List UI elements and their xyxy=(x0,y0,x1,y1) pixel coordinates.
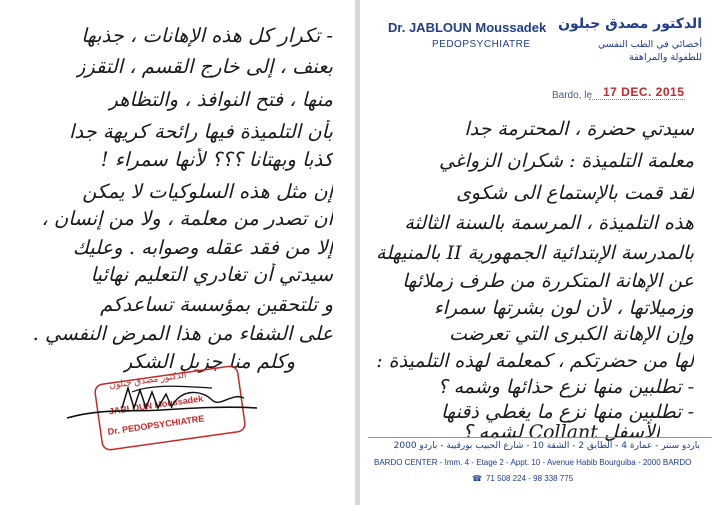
letter-line: هذه التلميذة ، المرسمة بالسنة الثالثة xyxy=(404,212,694,234)
letter-line: لقد قمت بالإستماع الى شكوى xyxy=(456,182,694,204)
letter-line: - تطلبين منها نزع ما يغطي ذقنها xyxy=(441,401,694,423)
letter-line: سيدتي أن تغادري التعليم نهائيا xyxy=(90,263,333,286)
doctor-title-ar-line1: أخصائي في الطب النفسي xyxy=(598,39,702,50)
letter-line: معلمة التلميذة : شكران الزواغي xyxy=(438,150,694,172)
letter-line: الأسفل Collant لشمه ؟ xyxy=(462,421,660,443)
footer-address-ar: باردو سنتر - عمارة 4 - الطابق 2 - الشقة 10 - شارع الحبيب بورقيبة - باردو 2000 xyxy=(393,441,700,451)
letter-line: إن مثل هذه السلوكيات لا يمكن xyxy=(82,180,333,203)
letter-line: وكلم منا جزيل الشكر xyxy=(122,350,295,373)
footer-divider xyxy=(368,437,712,438)
letter-line: عن الإهانة المتكررة من طرف زملائها xyxy=(402,270,694,292)
footer-phones xyxy=(472,474,573,483)
doctor-title-fr: PEDOPSYCHIATRE xyxy=(432,39,531,50)
stamp-arabic-name: الدكتور مصدق جبلون xyxy=(108,369,188,391)
letter-line: بعنف ، إلى خارج القسم ، التقزز xyxy=(75,55,333,78)
left-page xyxy=(0,0,355,505)
footer-phone-numbers: 71 508 224 - 98 338 775 xyxy=(485,474,574,483)
letter-line: و تلتحقين بمؤسسة تساعدكم xyxy=(100,293,333,316)
right-page xyxy=(360,0,720,505)
letter-line: - تطلبين منها نزع حذائها وشمه ؟ xyxy=(437,376,694,398)
letter-line: لها من حضرتكم ، كمعلمة لهذه التلميذة : xyxy=(376,350,694,372)
letter-line: بالمدرسة الإبتدائية الجمهورية II بالمنيهلة xyxy=(376,242,694,264)
stamp-title: Dr. PEDOPSYCHIATRE xyxy=(107,413,205,437)
doctor-name-fr: Dr. JABLOUN Moussadek xyxy=(388,20,547,35)
date-label: Bardo, le xyxy=(552,90,593,101)
letter-line: بأن التلميذة فيها رائحة كريهة جدا xyxy=(68,120,333,143)
letter-line: وإن الإهانة الكبرى التي تعرضت xyxy=(449,323,694,345)
date-value: 17 DEC. 2015 xyxy=(603,85,685,99)
footer-address-fr: BARDO CENTER - Imm. 4 - Etage 2 - Appt. 10 - Avenue Habib Bourguiba - 2000 BARDO xyxy=(374,458,692,467)
doctor-name-ar: الدكتور مصدق جبلون xyxy=(558,16,702,32)
signature xyxy=(62,378,262,438)
phone-icon: ☎ xyxy=(472,474,482,483)
date-dotted-line xyxy=(589,99,685,100)
letter-line: كذبا وبهتانا ؟؟؟ لأنها سمراء ! xyxy=(100,148,333,171)
letter-line: منها ، فتح النوافذ ، والتظاهر xyxy=(108,88,333,111)
letter-line: سيدتي حضرة ، المحترمة جدا xyxy=(464,118,694,140)
doctor-title-ar-line2: للطفولة والمراهقة xyxy=(629,52,702,63)
doctor-title-ar xyxy=(598,38,702,64)
letter-line: أن تصدر من معلمة ، ولا من إنسان ، xyxy=(41,207,333,230)
stamp-name: JABLOUN Moussadek xyxy=(108,393,204,417)
letter-line: إلا من فقد عقله وصوابه . وعليك xyxy=(72,236,333,259)
letter-line: على الشفاء من هذا المرض النفسي . xyxy=(32,322,333,345)
letter-line: - تكرار كل هذه الإهانات ، جذبها xyxy=(81,24,333,47)
letter-line: وزميلاتها ، لأن لون بشرتها سمراء xyxy=(433,297,694,319)
